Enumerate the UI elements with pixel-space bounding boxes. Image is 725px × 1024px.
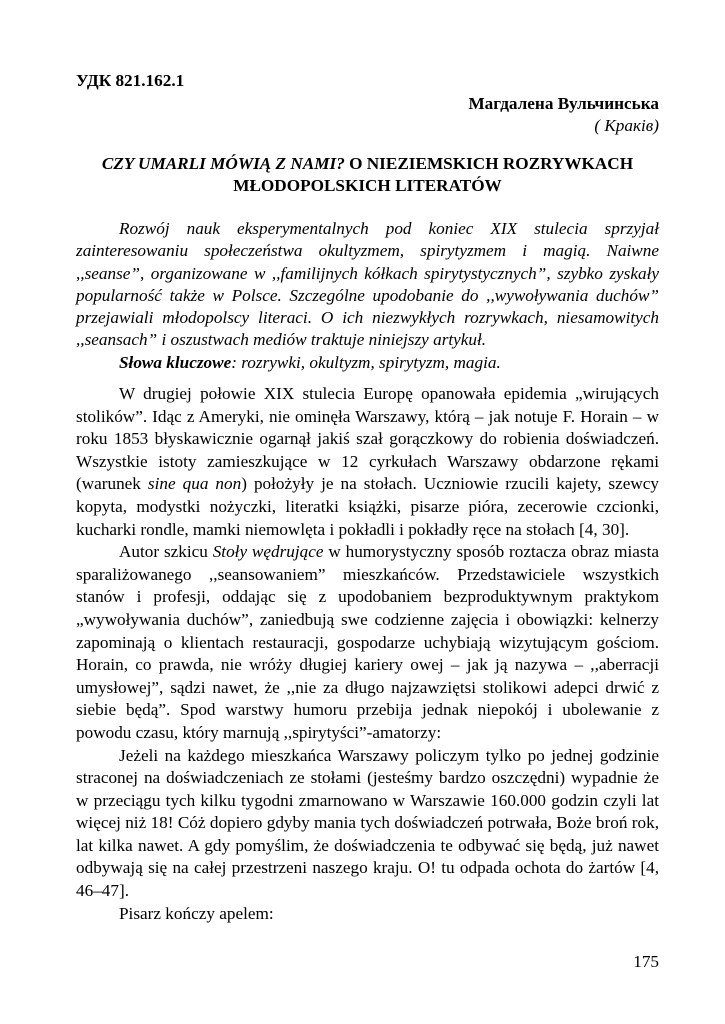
- page-number: 175: [633, 952, 659, 971]
- keywords: [76, 352, 659, 374]
- author-city: ( Краків): [594, 116, 659, 135]
- abstract-text: Rozwój nauk eksperymentalnych pod koniec XIX stulecia sprzyjał zainteresowaniu społeczeństwa okultyzmem, spirytyzmem i magią. Naiwne ,,seanse”, organizowane w ,,familijnych kółkach spirytystycznych”, szybko zyskały popularność także w Polsce. Szczególne upodobanie do ,,wywoływania duchów” przejawiali młodopolscy literaci. O ich niezwykłych rozrywkach, niesamowitych ,,seansach” i oszustwach mediów traktuje niniejszy artykuł.: [76, 219, 659, 350]
- author-block: [468, 93, 659, 137]
- page: [76, 0, 659, 1024]
- paragraph-1: [76, 383, 659, 541]
- article-body: [76, 383, 659, 925]
- paragraph-4: Pisarz kończy apelem:: [119, 903, 274, 923]
- title-line2: MŁODOPOLSKICH LITERATÓW: [233, 176, 502, 195]
- author-name: Магдалена Вульчинська: [468, 94, 659, 113]
- paragraph-2: [76, 541, 659, 744]
- keywords-list: : rozrywki, okultyzm, spirytyzm, magia.: [231, 352, 501, 372]
- p1-text-a: W drugiej połowie XIX stulecia Europę opanowała epidemia „wirujących stolików”. Idąc z Ameryki, nie ominęła Warszawy, którą – jak notuje F. Horain – w roku 1853 błyskawicznie ogarnął jakiś szał gorączkowy do robienia doświadczeń. Wszystkie istoty zamieszkujące w 12 cyrkułach Warszawy obdarzone rękami (warunek: [76, 384, 659, 494]
- p1-text-b: ) położyły je na stołach. Uczniowie rzucili kajety, szewcy kopyta, modystki nożyczki, literatki książki, pisarze pióra, zecerowie czcionki, kucharki rondle, mamki niemowlęta i pokładli i pokładły ręce na stołach [4, 30].: [76, 474, 659, 539]
- paragraph-3-quote: Jeżeli na każdego mieszkańca Warszawy policzym tylko po jednej godzinie straconej na doświadczeniach ze stołami (jesteśmy bardzo oszczędni) wypadnie że w przeciągu tych kilku tygodni zmarnowano w Warszawie 160.000 godzin czyli lat więcej niż 18! Cóż dopiero gdyby mania tych doświadczeń potrwała, Boże broń rok, lat kilka nawet. A gdy pomyślim, że doświadczenia te odbywać się będą, już nawet odbywają się na całej przestrzeni naszego kraju. O! tu odpada ochota do żartów [4, 46–47].: [76, 745, 659, 901]
- p2-text-a: Autor szkicu: [119, 542, 213, 562]
- article-title: [76, 153, 659, 197]
- p2-text-b: w humorystyczny sposób roztacza obraz miasta sparaliżowanego ,,seansowaniem” mieszkańców. Przedstawiciele wszystkich stanów i profesji, oddając się z upodobaniem bezproduktywnym praktykom „wywoływania duchów”, zaniedbują swe codzienne zajęcia i obowiązki: kelnerzy zapominają o klientach restauracji, gospodarze uchybiają wizytującym gościom. Horain, co prawda, nie wróży długiej kariery owej – jak ją nazywa – ,,aberracji umysłowej”, sądzi nawet, że ,,nie za długo najzawziętsi stolikowi adepci drwić z siebie będą”. Spod warstwy humoru przebija jednak niepokój i ubolewanie z powodu czasu, który marnują ,,spirytyści”-amatorzy:: [76, 542, 659, 742]
- title-rest: O NIEZIEMSKICH ROZRYWKACH: [344, 154, 634, 173]
- abstract: [76, 218, 659, 374]
- title-italic: CZY UMARLI MÓWIĄ Z NAMI?: [101, 154, 345, 173]
- udk-code: УДК 821.162.1: [76, 71, 185, 90]
- p1-italic: sine qua non: [147, 474, 242, 494]
- keywords-label: Słowa kluczowe: [119, 352, 232, 372]
- p2-italic: Stoły wędrujące: [212, 542, 324, 562]
